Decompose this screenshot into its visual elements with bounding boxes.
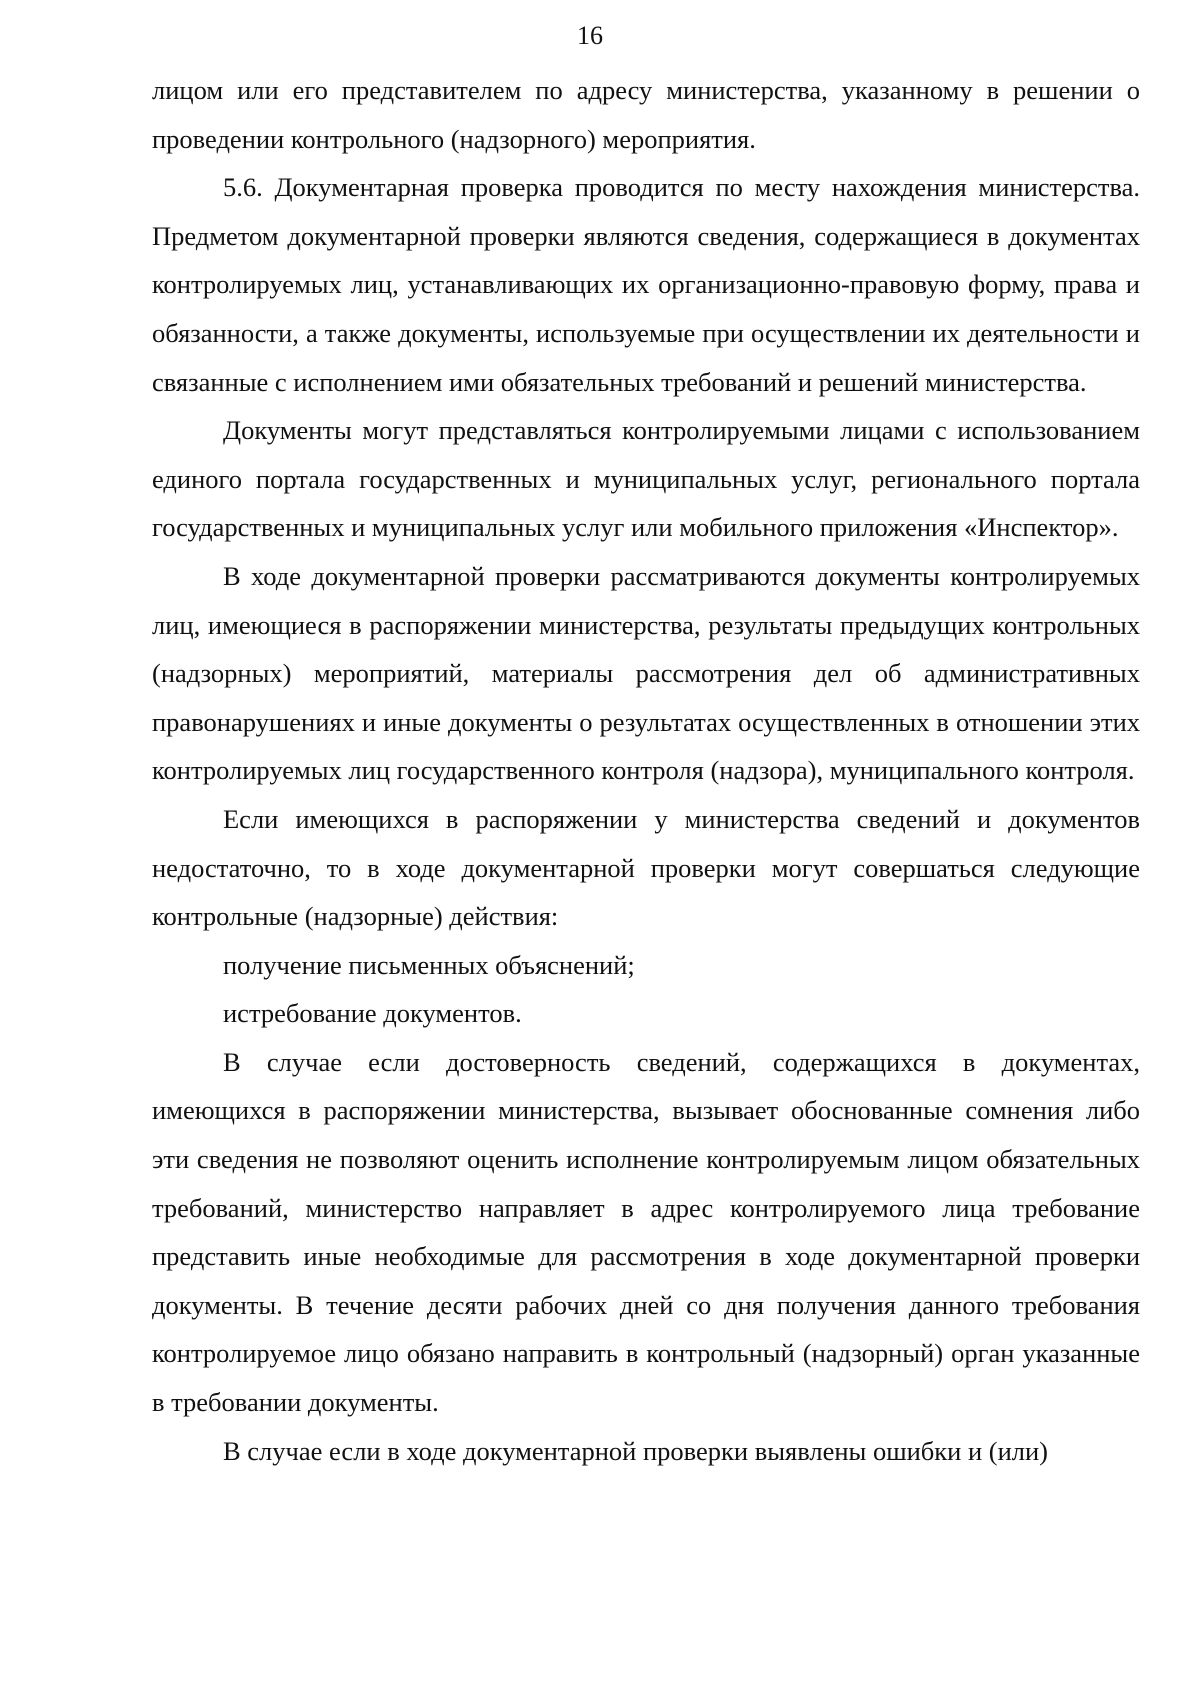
paragraph-review-scope: В ходе документарной проверки рассматриваются документы контролируемых лиц, имеющиеся в распоряжении министерства, результаты предыдущих контрольных (надзорных) мероприятий, материалы рассмотрения дел об административных правонарушениях и иные документы о результатах осуществленных в отношении этих контролируемых лиц государственного контроля (надзора), муниципального контроля. xyxy=(152,560,1140,786)
list-item-written-explanations: получение письменных объяснений; xyxy=(223,949,635,980)
paragraph-doubtful-info: В случае если достоверность сведений, содержащихся в документах, имеющихся в распоряжении министерства, вызывает обоснованные сомнения либо эти сведения не позволяют оценить исполнение контролируемым лицом обязательных требований, министерство направляет в адрес контролируемого лица требование представить иные необходимые для рассмотрения в ходе документарной проверки документы. В течение десяти рабочих дней со дня получения данного требования контролируемое лицо обязано направить в контрольный (надзорный) орган указанные в требовании документы. xyxy=(152,1046,1140,1418)
document-body xyxy=(152,66,1140,1475)
paragraph-documents-submission: Документы могут представляться контролируемыми лицами с использованием единого портала государственных и муниципальных услуг, регионального портала государственных и муниципальных услуг или мобильного приложения «Инспектор». xyxy=(152,415,1140,543)
list-item-document-request: истребование документов. xyxy=(223,998,522,1029)
paragraph-insufficient-info: Если имеющихся в распоряжении у министерства сведений и документов недостаточно, то в ходе документарной проверки могут совершаться следующие контрольные (надзорные) действия: xyxy=(152,803,1140,932)
page-number: 16 xyxy=(577,21,603,50)
paragraph-continuation: лицом или его представителем по адресу министерства, указанному в решении о проведении контрольного (надзорного) мероприятия. xyxy=(152,75,1140,154)
paragraph-errors-found: В случае если в ходе документарной проверки выявлены ошибки и (или) xyxy=(223,1435,1049,1466)
paragraph-5-6: 5.6. Документарная проверка проводится по месту нахождения министерства. Предметом документарной проверки являются сведения, содержащиеся в документах контролируемых лиц, устанавливающих их организационно-правовую форму, права и обязанности, а также документы, используемые при осуществлении их деятельности и связанные с исполнением ими обязательных требований и решений министерства. xyxy=(152,172,1140,397)
